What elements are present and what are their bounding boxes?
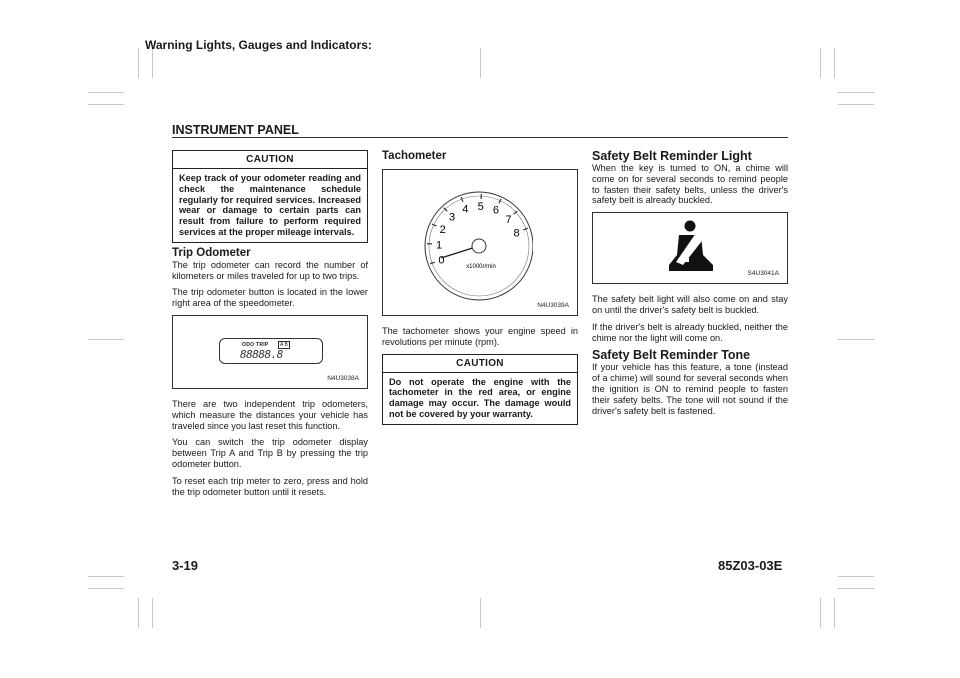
heading-trip-odometer: Trip Odometer [172,246,251,259]
seatbelt-icon-head [685,221,696,232]
gauge-tick-label: 5 [477,201,484,213]
crop-mark [138,48,139,78]
figure-code: N4U3039A [537,302,569,309]
odometer-label: ODO TRIP [242,341,269,348]
caution-title: CAUTION [383,355,577,373]
figure-tachometer [382,169,578,316]
gauge-tick-label: 1 [435,239,443,252]
doc-code: 85Z03-03E [718,558,783,573]
odometer-display [219,338,323,364]
heading-tachometer: Tachometer [382,150,447,162]
chapter-title: INSTRUMENT PANEL [172,123,299,137]
column-1 [172,150,368,503]
gauge-tick-label: 2 [439,224,446,237]
crop-mark [838,576,874,577]
gauge-tick-label: 7 [505,214,512,226]
trip-ab-indicator: A B [280,341,288,348]
column-2 [382,150,578,429]
section-title: Warning Lights, Gauges and Indicators: [145,38,372,52]
caution-box-odometer [172,150,368,243]
gauge-unit: x1000r/min [466,264,496,270]
crop-mark [838,92,874,93]
crop-mark [820,598,821,628]
gauge-tick-label: 3 [448,211,456,224]
crop-mark [838,104,874,105]
figure-code: N4U3038A [327,374,359,382]
paragraph: The trip odometer can record the number of kilometers or miles traveled for up to two trips. [172,259,368,281]
gauge-labels [436,201,520,267]
gauge-tick [430,262,435,264]
gauge-crop-mask [533,170,577,315]
caution-text: Keep track of your odometer reading and check the maintenance schedule regularly for required services. Increased wear or damage to certain parts can result from failure to perform required services at the proper mileage intervals. [179,173,361,237]
crop-mark [88,576,124,577]
crop-mark [480,48,481,78]
gauge-tick [461,197,463,202]
crop-mark [88,104,124,105]
caution-box-tachometer [382,354,578,425]
crop-mark [838,588,874,589]
gauge-tick-label: 8 [513,227,520,240]
paragraph: To reset each trip meter to zero, press and hold the trip odometer button until it resets. [172,475,368,497]
paragraph: There are two independent trip odometers, which measure the distances your vehicle has traveled since you last reset this function. [172,398,368,431]
caution-title: CAUTION [173,151,367,169]
gauge-tick [523,228,528,230]
heading-belt-tone: Safety Belt Reminder Tone [592,348,751,363]
crop-mark [838,339,874,340]
seatbelt-icon-buckle [679,258,689,262]
figure-seatbelt-light [592,212,788,284]
paragraph: The tachometer shows your engine speed in revolutions per minute (rpm). [382,326,578,347]
gauge-tick-label: 0 [438,254,445,267]
crop-mark [152,598,153,628]
page-number: 3-19 [172,558,199,573]
crop-mark [820,48,821,78]
column-3 [592,150,788,422]
paragraph: If your vehicle has this feature, a tone (instead of a chime) will sound for several seconds when the ignition is ON to remind people to fasten their safety belts. The tone will not sound if the driver's safety belt is fastened. [592,362,788,416]
gauge-tick-label: 4 [462,203,469,216]
figure-trip-odometer [172,315,368,389]
heading-belt-light: Safety Belt Reminder Light [592,149,752,163]
crop-mark [88,339,124,340]
header-rule [172,137,788,138]
crop-mark [834,598,835,628]
caution-text: Do not operate the engine with the tachometer in the red area, or engine damage may occur. The damage would not be covered by your warranty. [389,376,571,419]
crop-mark [480,598,481,628]
crop-mark [834,48,835,78]
odometer-digits: 88888.8 [240,347,283,361]
crop-mark [88,92,124,93]
gauge-tick-label: 6 [492,204,499,217]
crop-mark [138,598,139,628]
figure-code: S4U3041A [747,270,779,278]
crop-mark [88,588,124,589]
paragraph: The safety belt light will also come on and stay on until the driver's safety belt is buckled. [592,294,788,315]
paragraph: The trip odometer button is located in the lower right area of the speedometer. [172,287,368,309]
paragraph: When the key is turned to ON, a chime will come on for several seconds to remind people to fasten their safety belts, unless the driver's safety belt is already buckled. [592,163,788,206]
paragraph: If the driver's belt is already buckled, neither the chime nor the light will come on. [592,321,788,343]
paragraph: You can switch the trip odometer display between Trip A and Trip B by pressing the trip odometer button. [172,437,368,469]
tachometer-gauge [383,170,577,315]
needle-hub [472,239,486,253]
crop-mark [152,48,153,78]
